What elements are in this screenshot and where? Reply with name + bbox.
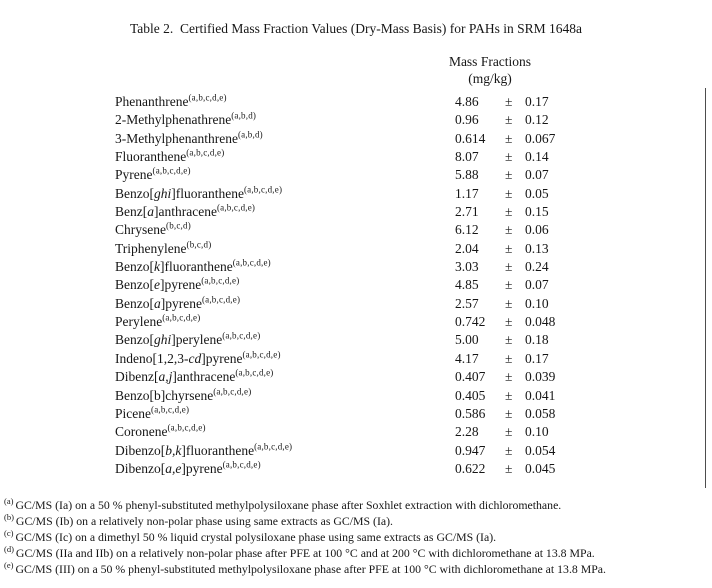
compound-name: Phenanthrene$^{(a,b,c,d,e)}$ — [115, 92, 227, 109]
footnote-text: GC/MS (IIa and IIb) on a relatively non-polar phase after PFE at 100 °C and at 200 °C with dichloromethane at 13.8 MPa. — [15, 546, 595, 561]
table-row — [115, 331, 710, 349]
table-row — [115, 350, 710, 368]
plus-minus-sign: ± — [505, 240, 513, 256]
mass-fraction-value: 5.88 — [455, 167, 479, 183]
uncertainty-value: 0.048 — [525, 314, 556, 330]
compound-name: Benzo[ghi]fluoranthene$^{(a,b,c,d,e)}$ — [115, 184, 283, 201]
footnote-markers: (a,b,c,d,e) — [213, 386, 252, 396]
table-row — [115, 442, 710, 460]
table-title: Table 2. Certified Mass Fraction Values (Dry-Mass Basis) for PAHs in SRM 1648a — [129, 21, 583, 36]
plus-minus-sign: ± — [505, 369, 513, 385]
mass-fraction-value: 0.586 — [455, 405, 486, 421]
footnote-text: GC/MS (Ia) on a 50 % phenyl-substituted methylpolysiloxane phase after Soxhlet extraction with dichloromethane. — [15, 498, 562, 512]
compound-name: Benzo[k]fluoranthene$^{(a,b,c,d,e)}$ — [115, 257, 271, 275]
uncertainty-value: 0.14 — [525, 149, 549, 165]
compound-name: Perylene$^{(a,b,c,d,e)}$ — [115, 312, 201, 330]
uncertainty-value: 0.24 — [525, 259, 549, 275]
plus-minus-sign: ± — [505, 314, 513, 330]
plus-minus-sign: ± — [505, 442, 513, 458]
compound-name: Fluoranthene$^{(a,b,c,d,e)}$ — [115, 147, 225, 165]
table-row — [115, 166, 710, 184]
compound-name: 3-Methylphenanthrene$^{(a,b,d)}$ — [115, 129, 263, 146]
mass-fraction-value: 4.85 — [455, 277, 479, 293]
uncertainty-value: 0.17 — [525, 94, 549, 109]
footnote-markers: (a,b,c,d,e) — [152, 165, 191, 176]
compound-name: Picene$^{(a,b,c,d,e)}$ — [115, 404, 190, 421]
footnote — [4, 513, 711, 529]
mass-fraction-value: 5.00 — [455, 332, 479, 348]
mass-fraction-value: 0.407 — [455, 369, 486, 385]
mass-fraction-value: 0.742 — [455, 314, 486, 330]
table-row — [115, 295, 710, 313]
compound-name: Coronene$^{(a,b,c,d,e)}$ — [115, 422, 206, 440]
mass-fraction-value: 0.622 — [455, 460, 486, 476]
uncertainty-value: 0.06 — [525, 222, 549, 238]
table-row — [115, 221, 710, 239]
column-header-label: Mass Fractions — [448, 54, 532, 69]
table-row — [115, 276, 710, 294]
mass-fraction-value: 0.96 — [455, 112, 479, 128]
uncertainty-value: 0.045 — [525, 460, 556, 476]
footnote-markers: (a,b,c,d,e) — [222, 330, 261, 341]
footnote-markers: (a,b,c,d,e) — [167, 422, 206, 433]
uncertainty-value: 0.10 — [525, 295, 549, 311]
footnote-markers: (a,b,c,d,e) — [201, 294, 241, 305]
footnote — [4, 561, 711, 577]
mass-fraction-value: 0.947 — [455, 442, 486, 458]
compound-name: Dibenzo[b,k]fluoranthene$^{(a,b,c,d,e)}$ — [115, 441, 293, 458]
footnote-markers: (a,b,c,d,e) — [243, 184, 283, 195]
plus-minus-sign: ± — [505, 167, 513, 183]
table-row — [115, 460, 710, 478]
mass-fraction-value: 2.57 — [455, 295, 479, 311]
footnote — [4, 497, 711, 513]
uncertainty-value: 0.07 — [525, 167, 549, 183]
footnote-text: GC/MS (Ib) on a relatively non-polar phase using same extracts as GC/MS (Ia). — [15, 514, 394, 529]
plus-minus-sign: ± — [505, 94, 513, 109]
plus-minus-sign: ± — [505, 222, 513, 238]
plus-minus-sign: ± — [505, 130, 513, 146]
mass-fraction-value: 6.12 — [455, 222, 479, 238]
mass-fraction-value: 4.17 — [455, 350, 479, 366]
mass-fraction-value: 0.405 — [455, 387, 486, 403]
table-row — [115, 111, 710, 129]
compound-name: Benzo[e]pyrene$^{(a,b,c,d,e)}$ — [115, 275, 240, 293]
footnotes — [4, 497, 711, 577]
plus-minus-sign: ± — [505, 460, 513, 476]
footnote-marker: (e) — [4, 560, 14, 571]
table-row — [115, 185, 710, 203]
plus-minus-sign: ± — [505, 332, 513, 348]
data-table — [115, 93, 710, 478]
plus-minus-sign: ± — [505, 204, 513, 220]
plus-minus-sign: ± — [505, 424, 513, 440]
mass-fraction-value: 0.614 — [455, 130, 486, 146]
plus-minus-sign: ± — [505, 387, 513, 403]
table-row — [115, 130, 710, 148]
table-row — [115, 423, 710, 441]
footnote — [4, 529, 711, 545]
compound-name: 2-Methylphenathrene$^{(a,b,d)}$ — [115, 110, 257, 128]
column-header-units: (mg/kg) — [468, 70, 512, 86]
column-header — [420, 54, 560, 87]
table-row — [115, 258, 710, 276]
compound-name: Benzo[b]chyrsene$^{(a,b,c,d,e)}$ — [115, 386, 252, 403]
footnote-marker: (a) — [4, 496, 14, 507]
footnote-markers: (a,b,c,d,e) — [242, 349, 281, 360]
plus-minus-sign: ± — [505, 149, 513, 165]
mass-fraction-value: 8.07 — [455, 149, 479, 165]
footnote-markers: (a,b,c,d,e) — [235, 367, 274, 378]
uncertainty-value: 0.17 — [525, 350, 549, 366]
footnote — [4, 545, 711, 561]
mass-fraction-value: 3.03 — [455, 259, 479, 275]
plus-minus-sign: ± — [505, 277, 513, 293]
footnote-markers: (a,b,c,d,e) — [216, 202, 256, 213]
footnote-markers: (b,c,d) — [166, 220, 191, 231]
uncertainty-value: 0.18 — [525, 332, 549, 348]
uncertainty-value: 0.12 — [525, 112, 549, 128]
footnote-marker: (d) — [4, 544, 14, 555]
footnote-markers: (a,b,c,d,e) — [201, 275, 240, 286]
footnote-markers: (a,b,c,d,e) — [186, 147, 225, 158]
footnote-marker: (b) — [4, 512, 14, 523]
uncertainty-value: 0.05 — [525, 185, 549, 201]
uncertainty-value: 0.058 — [525, 405, 556, 421]
compound-name: Indeno[1,2,3-cd]pyrene$^{(a,b,c,d,e)}$ — [115, 349, 281, 366]
table-row — [115, 368, 710, 386]
footnote-markers: (a,b,c,d,e) — [188, 92, 227, 103]
uncertainty-value: 0.13 — [525, 240, 549, 256]
compound-name: Dibenz[a,j]anthracene$^{(a,b,c,d,e)}$ — [115, 367, 274, 385]
table-row — [115, 203, 710, 221]
footnote-markers: (a,b,c,d,e) — [151, 404, 190, 415]
compound-name: Benzo[a]pyrene$^{(a,b,c,d,e)}$ — [115, 294, 241, 311]
plus-minus-sign: ± — [505, 112, 513, 128]
compound-name: Benzo[ghi]perylene$^{(a,b,c,d,e)}$ — [115, 330, 261, 348]
footnote-text: GC/MS (III) on a 50 % phenyl-substituted methylpolysiloxane phase after PFE at 100 °C with dichloromethane at 13.8 MPa. — [15, 562, 606, 577]
plus-minus-sign: ± — [505, 295, 513, 311]
footnote-markers: (a,b,c,d,e) — [254, 441, 293, 452]
footnote-markers: (a,b,d) — [231, 110, 257, 121]
plus-minus-sign: ± — [505, 350, 513, 366]
table-row — [115, 405, 710, 423]
table-row — [115, 387, 710, 405]
plus-minus-sign: ± — [505, 259, 513, 275]
table-row — [115, 313, 710, 331]
uncertainty-value: 0.039 — [525, 369, 556, 385]
table-row — [115, 148, 710, 166]
mass-fraction-value: 1.17 — [455, 185, 479, 201]
page-edge-line — [705, 88, 706, 488]
table-row — [115, 93, 710, 111]
uncertainty-value: 0.07 — [525, 277, 549, 293]
compound-name: Benz[a]anthracene$^{(a,b,c,d,e)}$ — [115, 202, 256, 220]
footnote-text: GC/MS (Ic) on a dimethyl 50 % liquid crystal polysiloxane phase using same extracts as GC/MS (Ia). — [15, 530, 497, 545]
uncertainty-value: 0.15 — [525, 204, 549, 220]
footnote-markers: (a,b,d) — [237, 129, 263, 140]
mass-fraction-value: 4.86 — [455, 94, 479, 109]
footnote-markers: (a,b,c,d,e) — [222, 459, 261, 470]
compound-name: Pyrene$^{(a,b,c,d,e)}$ — [115, 165, 191, 183]
mass-fraction-value: 2.28 — [455, 424, 479, 440]
compound-name: Triphenylene$^{(b,c,d)}$ — [115, 239, 212, 256]
uncertainty-value: 0.041 — [525, 387, 556, 403]
mass-fraction-value: 2.04 — [455, 240, 479, 256]
mass-fraction-value: 2.71 — [455, 204, 479, 220]
uncertainty-value: 0.10 — [525, 424, 549, 440]
footnote-markers: (a,b,c,d,e) — [232, 257, 271, 268]
uncertainty-value: 0.067 — [525, 130, 556, 146]
table-row — [115, 240, 710, 258]
footnote-marker: (c) — [4, 528, 14, 539]
footnote-markers: (b,c,d) — [186, 239, 212, 250]
compound-name: Chrysene$^{(b,c,d)}$ — [115, 220, 191, 238]
compound-name: Dibenzo[a,e]pyrene$^{(a,b,c,d,e)}$ — [115, 459, 261, 476]
plus-minus-sign: ± — [505, 185, 513, 201]
uncertainty-value: 0.054 — [525, 442, 556, 458]
plus-minus-sign: ± — [505, 405, 513, 421]
footnote-markers: (a,b,c,d,e) — [162, 312, 201, 323]
